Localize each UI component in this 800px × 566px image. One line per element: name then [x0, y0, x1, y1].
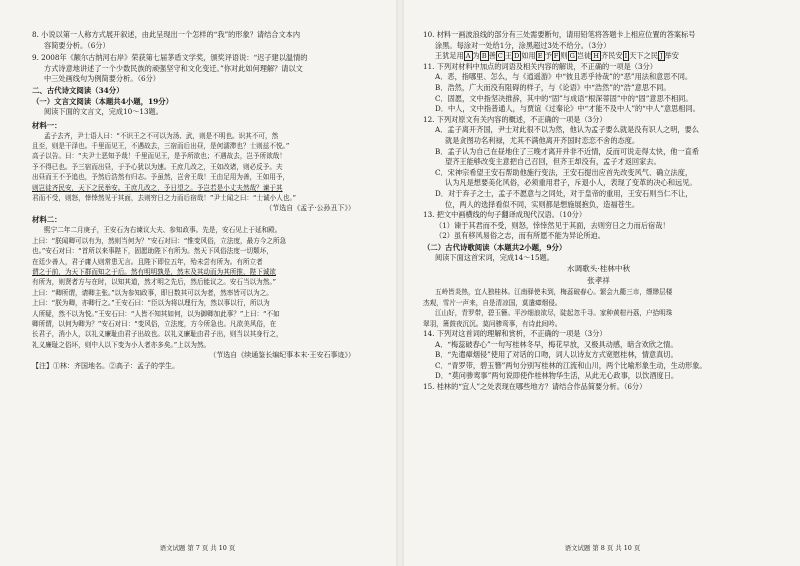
subsection-heading: （一）文言文阅读（本题共4小题，19分） [32, 96, 174, 106]
footnote: 【注】①林：齐国地名。②高子：孟子的学生。 [32, 362, 179, 371]
left-column [32, 30, 385, 372]
subsection-heading-poetry: （二）古代诗歌阅读（本题共2小题，9分） [423, 242, 567, 252]
question-9: 9. 2008年《额尔古纳河右岸》荣获第七届茅盾文学奖，颁奖评语说：“迟子建以温情的 方式诗意地讲述了一个少数民族的顽强坚守和文化变迁。”你对此如何理解？请以文 中三处画线句为例简要分析。（6分） [32, 53, 308, 84]
poem-text: 五岭皆炎热，宜人独桂林。江南驿使未到，梅蕊破春心。繁会九衢三市，缥缈层楼 杰观，雪片一声来，自是清凉国，莫遣瘴烟侵。 江山好，青罗带，碧玉簪。平沙细浪欲尽，陡起忽千寻。家种黄柑丹荔，户拾明珠 翠羽，箫鼓夜沉沉。莫问骖鸾事，有诗此间吟。 [423, 288, 673, 328]
question-13: 13. 把文中画横线的句子翻译成现代汉语。（10分） （1）谏于其君而不受，则怒，悻悻然见于其面，去则穷日之力而后宿哉！ （2）虽有移风易俗之志，而有所愿不能为异论所迫。 [423, 210, 670, 241]
question-15: 15. 桂林的“宜人”之处表现在哪些地方？请结合作品简要分析。（6分） [423, 382, 647, 392]
material-1-source: （节选自《孟子·公孙丑下》） [265, 204, 355, 213]
question-12: 12. 下列对原文有关内容的概述，不正确的一项是（3分） A．孟子离开齐国，尹士对此很不以为然，他认为孟子要么就是没有识人之明，要么 就是贪图功名利禄，尤其不满他离开齐国时恋恋不舍的态度。 B．孟子认为自己在昼地住了三晚才离开并非不近情，反而可说走得太快，他一直希 望齐王能够改变主意把自己召回，但齐王却没有，孟子才返回家去。 C．宋神宗希望王安石帮助他施行变法，王安石提出应首先改变风气、确立法度， 认为凡是想要美化风俗，必须重用君子，斥退小人，表现了变革的决心和远见。 D．对于弃子之士，孟子不愿意与之同处，对于皇帝的重用，王安石则当仁不让， 位，两人的选择看似不同，实则都是想施展抱负，造福苍生。 [423, 114, 700, 209]
segmentation-line: 王犹足用 A 为 B 善 C 王 D 如用 E 予 F 则 G 岂徒 H 齐民安 I 天下之民 J 举安 [435, 51, 679, 61]
exam-page-8 [405, 0, 800, 566]
question-14: 14. 下列对这首词的理解和赏析，不正确的一项是（3分） A．“梅蕊破春心”一句写桂林冬早，梅花早放，又极具动感，暗含欢欣之情。 B．“先遣瘴烟侵”使用了对话的口吻，词人以诗友方式宽慰桂林，情意真切。 C．“青罗带，碧玉簪”两句分别写桂林的江流和山川，两个比喻形象生动，生动形象。 D．“莫问骖鸾事”两句说即使作桂林物华生活，从此无心政事，以饮酒度日。 [423, 329, 707, 381]
instruction: 阅读下面的文言文，完成10～13题。 [44, 106, 163, 116]
exam-page-7 [0, 0, 395, 566]
page-gutter [396, 0, 404, 566]
question-11: 11. 下列对材料中加点的词语及相关内容的解说，不正确的一项是（3分） A．恶，指哪里、怎么，与《逍遥游》中“彼且恶乎待哉”的“恶”用法和意思不同。 B．浩然，广大而没有阻碍的样子，与《论语》中“浩然”的“浩”意思不同。 C．固愿，文中指坚决推辞，其中的“固”与成语“根深蒂固”中的“固”意思不相同。 D．中人，文中指普通人，与贾谊《过秦论》中“才能不及中人”的“中人”意思相同。 [423, 61, 700, 114]
right-column [423, 30, 774, 393]
material-1-label: 材料一： [32, 120, 62, 130]
poem-title: 水调歌头·桂林中秋 [566, 264, 631, 274]
material-1-text: 孟子去齐，尹士语人曰：“不识王之不可以为汤、武，则是不明也。识其不可，然 且至，则是干泽也。千里而见王，不遇故去，三宿而后出昼，是何濡滞也？士则兹不悦。” 高子以告。曰：“夫尹士恶知予哉！千里而见王，是予所欲也；不遇故去，岂予所欲哉！ 予不得已也。予三宿而出昼，于予心犹以为速。王庶几改之，王如改诸，则必反予。夫 出昼而王不予追也，予然后浩然有归志。予虽然，岂舍王哉！王由足用为善，王如用予， 则岂徒齐民安，天下之民举安。王庶几改之，予日望之。予岂若是小丈夫然哉？谏于其 君而不受，则怒，悻悻然见于其面，去则穷日之力而后宿哉！”尹士闻之曰：“士诚小人也。” [32, 131, 297, 202]
material-2-source: （节选自《续通鉴长编纪事本末·王安石事迹》） [209, 351, 355, 360]
material-2-label: 材料二： [32, 215, 62, 225]
question-10: 10. 材料一画波浪线的部分有三处需要断句，请用铅笔将答题卡上相应位置的答案标号 涂黑。每涂对一处给1分，涂黑超过3处不给分。（3分） 王犹足用 A 为 B 善 C 王 D 如用 E 予 F 则 G 岂徒 H 齐民安 I 天下之民 J 举安 [423, 30, 774, 62]
question-8: 8. 小说以第一人称方式展开叙述，由此呈现出一个怎样的“我”的形象？请结合文本内 容简要分析。（6分） [32, 30, 301, 50]
material-2-text: 熙宁二年二月庚子，王安石为右谏议大夫、参知政事。先是，安石见上于延和殿。 上曰：“朕闻卿可以有为，然则当何为？”安石对曰：“惟变风俗，立法度，最方今之所急 也。”安石对曰：“首所以来事陛下，固愿助陛下有所为。然天下风俗法度一切颓坏， 在廷少善人，君子庸人则常患无言。且陛下即位五年，殆未尝有所为。有所立者 谓之于前，为天下群而知之于后。然有明明孰是，然末及其动而为其所推，陛下诚欲 有所为，则贤者方与在时，以知其道，然才明之先后，然后能议之。安石当以为然。” 上曰：“卿所谓，请卿主张。”以为参知政事，即日数其可以为者，然率皆可以为之。 上曰：“朕为卿，亦卿行之。”王安石曰：“臣以为将以理行为，然以事以行，所以为 人所疑，然不以为悦。”王安石曰：“人皆不知其如何，以为御卿加此事？”上曰：“不如 卿所谓，以何为卿为？”安石对曰：“变风俗，立法度，方今所急也。凡欲美风俗，在 长君子，消小人，以礼义廉耻由君子出故也。以礼义廉耻由君子出，则当以其身行之， 礼义廉耻之俗坏，则中人以下变为小人者亦多矣。”上以为然。 [32, 226, 287, 349]
page-footer-right: 语文试题 第 8 页 共 10 页 [564, 544, 641, 552]
poem-author: 张孝祥 [587, 276, 610, 286]
page-footer-left: 语文试题 第 7 页 共 10 页 [159, 544, 236, 552]
poem-instruction: 阅读下面这首宋词，完成14～15题。 [435, 252, 554, 262]
section-heading: 二、古代诗文阅读（34分） [32, 85, 124, 95]
